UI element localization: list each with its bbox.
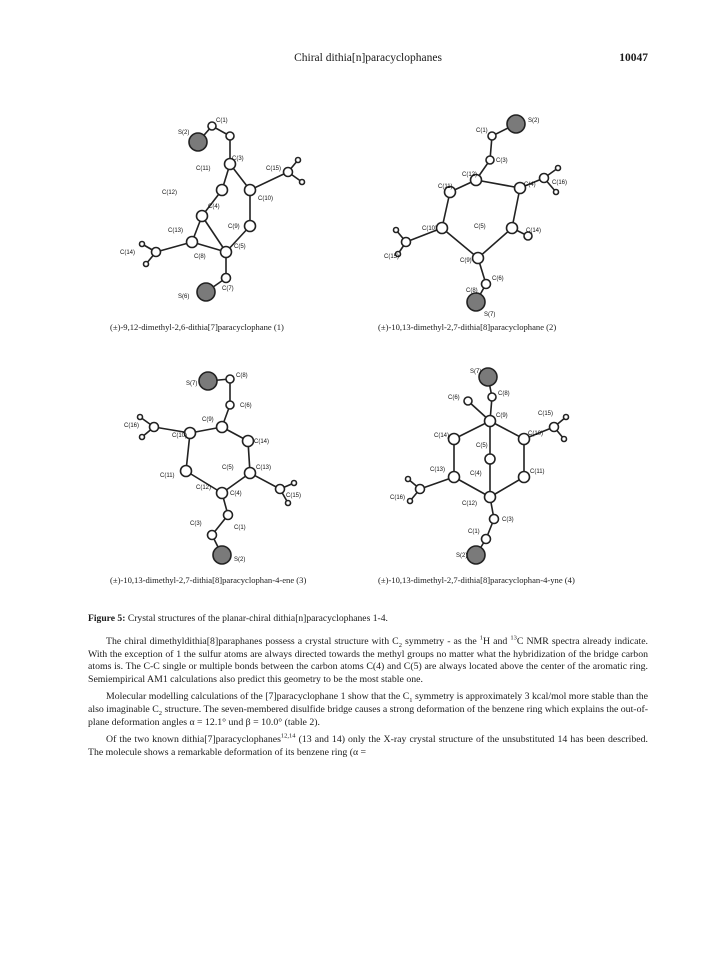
atom-label: C(11) xyxy=(438,184,453,190)
atom-label: C(7) xyxy=(222,286,234,292)
text-run: The chiral dimethyldithia[8]paraphanes possess a crystal structure with C xyxy=(106,636,399,647)
bonds xyxy=(396,124,558,302)
structure-1-panel xyxy=(110,112,350,342)
atom-label: C(10) xyxy=(422,226,438,232)
structure-4-panel xyxy=(378,365,668,595)
atom-label: S(7) xyxy=(470,369,482,375)
atoms xyxy=(394,115,561,311)
atom-label: S(2) xyxy=(234,557,246,563)
atom-label: S(7) xyxy=(484,312,496,318)
structure-2-caption: (±)-10,13-dimethyl-2,7-dithia[8]paracyclophane (2) xyxy=(378,322,557,332)
atom-label: C(12) xyxy=(462,501,478,507)
structure-2-panel xyxy=(378,112,668,342)
structure-4-caption: (±)-10,13-dimethyl-2,7-dithia[8]paracyclophan-4-yne (4) xyxy=(378,575,575,585)
atom-label: C(4) xyxy=(230,491,242,497)
atom-label: C(5) xyxy=(476,443,488,449)
structure-3-diagram xyxy=(110,365,350,570)
atom-label: C(12) xyxy=(162,190,178,196)
text-run: symmetry is approximately 3 kcal/mol more stable than the also imaginable C xyxy=(88,691,649,715)
body-text xyxy=(88,636,648,764)
text-run: symmetry - as the xyxy=(401,636,480,647)
superscript: 1 xyxy=(479,634,484,642)
atom-label: C(12) xyxy=(196,485,212,491)
structure-4-diagram xyxy=(378,365,668,570)
atoms xyxy=(406,368,569,564)
atoms xyxy=(140,122,305,301)
atom-label: S(7) xyxy=(186,381,198,387)
subscript: 1 xyxy=(409,697,413,705)
atom-label: C(1) xyxy=(216,118,228,124)
atom-label: C(15) xyxy=(538,411,554,417)
page-number: 10047 xyxy=(619,52,648,64)
atom-label: C(8) xyxy=(236,373,248,379)
atom-label: C(4) xyxy=(470,471,482,477)
atom-label: C(12) xyxy=(462,172,478,178)
atom-label: C(16) xyxy=(124,423,140,429)
atom-label: C(4) xyxy=(524,182,536,188)
atom-label: C(6) xyxy=(240,403,252,409)
subscript: 2 xyxy=(398,641,402,649)
figure-label: Figure 5: xyxy=(88,613,126,624)
atom-label: S(6) xyxy=(178,294,190,300)
atom-label: C(3) xyxy=(232,156,244,162)
atom-label: C(9) xyxy=(202,417,214,423)
text-run: structure. The seven-membered disulfide bridge causes a strong deformation of the benzene ring which explains the out-of-plane deformation angles α = 12.1° und β = 10.0° (table 2). xyxy=(88,703,648,728)
atom-label: C(15) xyxy=(384,254,400,260)
atom-label: C(3) xyxy=(502,517,514,523)
paragraph xyxy=(88,691,648,729)
atom-label: C(8) xyxy=(194,254,206,260)
figure-caption-text: Crystal structures of the planar-chiral dithia[n]paracyclophanes 1-4. xyxy=(127,613,388,624)
atom-label: C(11) xyxy=(160,473,175,479)
text-run: Molecular modelling calculations of the [7]paracyclophane 1 show that the C xyxy=(106,691,410,703)
atom-label: C(3) xyxy=(190,521,202,527)
text-run: H and xyxy=(483,636,511,647)
structure-1-caption: (±)-9,12-dimethyl-2,6-dithia[7]paracyclophane (1) xyxy=(110,322,284,332)
atom-label: S(2) xyxy=(178,130,190,136)
atom-label: C(14) xyxy=(526,228,542,234)
atom-label: C(4) xyxy=(208,204,220,210)
bonds xyxy=(142,126,302,292)
atom-labels xyxy=(390,369,553,559)
atom-label: C(14) xyxy=(120,250,136,256)
atom-label: C(16) xyxy=(552,180,568,186)
superscript: 12,14 xyxy=(280,732,296,740)
page-header xyxy=(88,52,648,72)
atom-label: C(13) xyxy=(256,465,272,471)
structure-1-diagram xyxy=(110,112,350,317)
atom-label: C(8) xyxy=(498,391,510,397)
paragraph xyxy=(88,734,648,759)
figure-caption xyxy=(88,613,648,624)
atom-label: C(13) xyxy=(430,467,446,473)
atom-labels xyxy=(384,118,567,318)
atom-label: S(2) xyxy=(528,118,540,124)
atom-label: C(8) xyxy=(466,288,478,294)
atom-label: C(5) xyxy=(234,244,246,250)
atom-label: C(11) xyxy=(196,166,211,172)
structure-3-panel xyxy=(110,365,350,595)
text-run: Of the two known dithia[7]paracyclophanes xyxy=(106,734,281,746)
atom-label: C(1) xyxy=(234,525,246,531)
bonds xyxy=(408,377,566,555)
atom-label: C(9) xyxy=(228,224,240,230)
running-title: Chiral dithia[n]paracyclophanes xyxy=(294,52,442,64)
atom-label: S(2) xyxy=(456,553,468,559)
atoms xyxy=(138,372,297,564)
atom-label: C(6) xyxy=(492,276,504,282)
atom-label: C(15) xyxy=(266,166,282,172)
atom-label: C(10) xyxy=(528,431,544,437)
paragraph xyxy=(88,636,648,686)
atom-label: C(15) xyxy=(286,493,302,499)
text-run: C NMR spectra already indicate. With the exception of 1 the sulfur atoms are always directed towards the methyl groups no matter what the hybridization of the bridge carbon atoms is. The C-C single or multiple bonds between the carbon atoms C(4) and C(5) are always located above the center of the aromatic ring. Semiempirical AM1 calculations also predict this geometry to be the most stable one. xyxy=(88,636,648,685)
atom-label: C(10) xyxy=(172,433,188,439)
atom-label: C(6) xyxy=(448,395,460,401)
atom-label: C(1) xyxy=(476,128,488,134)
atom-label: C(5) xyxy=(222,465,234,471)
atom-label: C(3) xyxy=(496,158,508,164)
atom-label: C(16) xyxy=(390,495,406,501)
structure-3-caption: (±)-10,13-dimethyl-2,7-dithia[8]paracyclophan-4-ene (3) xyxy=(110,575,307,585)
atom-label: C(1) xyxy=(468,529,480,535)
atom-label: C(9) xyxy=(496,413,508,419)
atom-label: C(11) xyxy=(530,469,545,475)
atom-label: C(5) xyxy=(474,224,486,230)
superscript: 13 xyxy=(510,634,517,642)
atom-label: C(13) xyxy=(168,228,184,234)
structure-2-diagram xyxy=(378,112,668,317)
subscript: 2 xyxy=(158,709,163,717)
atom-label: C(14) xyxy=(434,433,450,439)
atom-label: C(9) xyxy=(460,258,472,264)
atom-label: C(10) xyxy=(258,196,274,202)
text-run: (13 and 14) only the X-ray crystal structure of the unsubstituted 14 has been described. The molecule shows a remarkable deformation of its benzene ring (α = xyxy=(88,734,649,758)
atom-label: C(14) xyxy=(254,439,270,445)
